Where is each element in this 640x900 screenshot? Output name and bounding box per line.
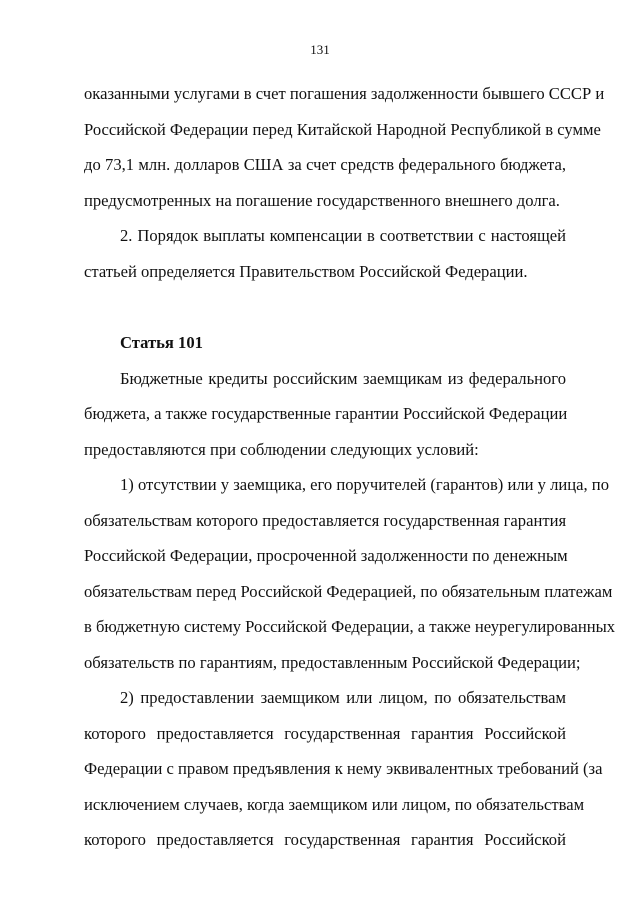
text-line: бюджета, а также государственные гарантии Российской Федерации: [84, 404, 568, 423]
text-line: обязательствам которого предоставляется государственная гарантия: [84, 510, 567, 530]
text-line: Бюджетные кредиты российским заемщикам из федерального: [120, 368, 566, 388]
text-line: статьей определяется Правительством Российской Федерации.: [84, 261, 528, 281]
text-line: обязательствам перед Российской Федерацией, по обязательным платежам: [84, 581, 613, 601]
text-line: Российской Федерации, просроченной задолженности по денежным: [84, 546, 568, 565]
text-line: которого предоставляется государственная гарантия Российской: [84, 723, 566, 743]
text-line: предусмотренных на погашение государственного внешнего долга.: [84, 190, 560, 210]
text-line: обязательств по гарантиям, предоставленным Российской Федерации;: [84, 652, 581, 672]
text-line: 2) предоставлении заемщиком или лицом, по обязательствам: [120, 688, 566, 707]
text-line: предоставляются при соблюдении следующих условий:: [84, 439, 479, 459]
text-line: Федерации с правом предъявления к нему эквивалентных требований (за: [84, 759, 603, 778]
text-line: которого предоставляется государственная гарантия Российской: [84, 830, 566, 849]
text-line: в бюджетную систему Российской Федерации, а также неурегулированных: [84, 617, 616, 636]
text-line: оказанными услугами в счет погашения задолженности бывшего СССР и: [84, 84, 605, 103]
article-heading: Статья 101: [120, 333, 203, 352]
paragraph-block-after: [84, 368, 616, 866]
text-line: 1) отсутствии у заемщика, его поручителей (гарантов) или у лица, по: [120, 475, 609, 494]
page-number: 131: [310, 42, 330, 57]
text-line: до 73,1 млн. долларов США за счет средств федерального бюджета,: [84, 155, 566, 174]
text-line: исключением случаев, когда заемщиком или лицом, по обязательствам: [84, 794, 585, 814]
text-line: Российской Федерации перед Китайской Народной Республикой в сумме: [84, 119, 601, 139]
document-body: [84, 84, 616, 866]
text-line: 2. Порядок выплаты компенсации в соответствии с настоящей: [120, 226, 566, 245]
paragraph-block-before: [84, 84, 605, 297]
section-gap: [84, 297, 566, 333]
